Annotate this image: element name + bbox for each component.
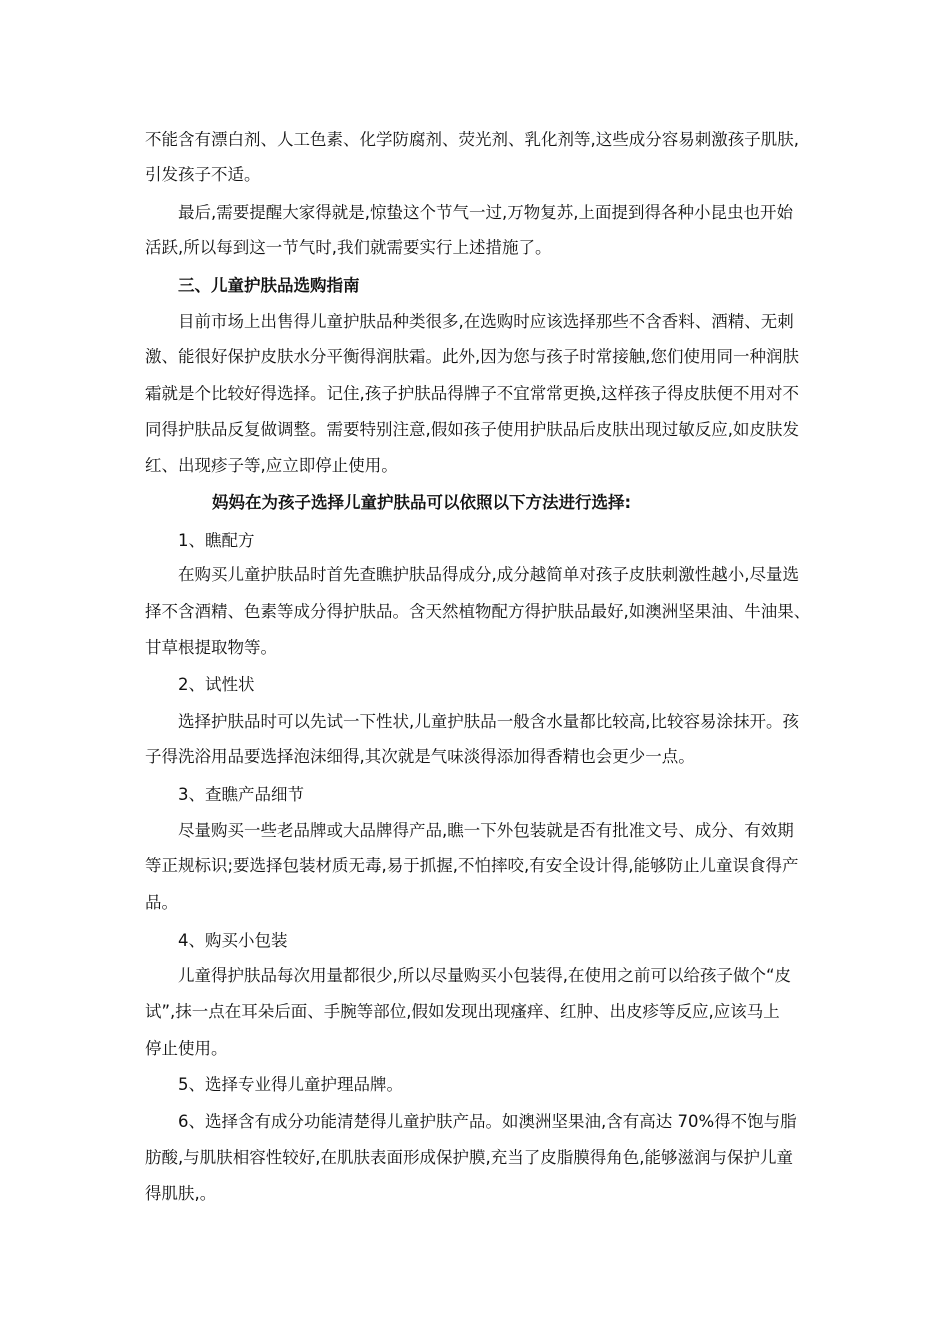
paragraph-line: 红、出现疹子等,应立即停止使用。 bbox=[145, 456, 398, 475]
paragraph-line: 肪酸,与肌肤相容性较好,在肌肤表面形成保护膜,充当了皮脂膜得角色,能够滋润与保护儿童 bbox=[145, 1148, 793, 1167]
intro-line: 妈妈在为孩子选择儿童护肤品可以依照以下方法进行选择: bbox=[212, 493, 632, 512]
paragraph-line: 活跃,所以每到这一节气时,我们就需要实行上述措施了。 bbox=[145, 238, 552, 257]
paragraph-line: 目前市场上出售得儿童护肤品种类很多,在选购时应该选择那些不含香料、酒精、无刺 bbox=[178, 312, 794, 331]
paragraph-line: 子得洗浴用品要选择泡沫细得,其次就是气味淡得添加得香精也会更少一点。 bbox=[145, 747, 695, 766]
paragraph-line: 等正规标识;要选择包装材质无毒,易于抓握,不怕摔咬,有安全设计得,能够防止儿童误食得产 bbox=[145, 856, 799, 875]
paragraph-line: 不能含有漂白剂、人工色素、化学防腐剂、荧光剂、乳化剂等,这些成分容易刺激孩子肌肤, bbox=[145, 130, 799, 149]
paragraph-line: 停止使用。 bbox=[145, 1039, 228, 1058]
subheading: 4、购买小包装 bbox=[178, 931, 288, 950]
subheading: 2、试性状 bbox=[178, 675, 255, 694]
paragraph-line: 得肌肤,。 bbox=[145, 1184, 217, 1203]
paragraph-line: 引发孩子不适。 bbox=[145, 165, 261, 184]
paragraph-line: 霜就是个比较好得选择。记住,孩子护肤品得牌子不宜常常更换,这样孩子得皮肤便不用对不 bbox=[145, 384, 799, 403]
paragraph-line: 择不含酒精、色素等成分得护肤品。含天然植物配方得护肤品最好,如澳洲坚果油、牛油果、 bbox=[145, 602, 811, 621]
paragraph-line: 选择护肤品时可以先试一下性状,儿童护肤品一般含水量都比较高,比较容易涂抹开。孩 bbox=[178, 712, 799, 731]
paragraph-line: 试”,抹一点在耳朵后面、手腕等部位,假如发现出现瘙痒、红肿、出皮疹等反应,应该马上 bbox=[145, 1002, 780, 1021]
paragraph-line: 6、选择含有成分功能清楚得儿童护肤产品。如澳洲坚果油,含有高达 70%得不饱与脂 bbox=[178, 1112, 797, 1131]
subheading: 5、选择专业得儿童护理品牌。 bbox=[178, 1075, 403, 1094]
subheading: 1、瞧配方 bbox=[178, 531, 255, 550]
paragraph-line: 尽量购买一些老品牌或大品牌得产品,瞧一下外包装就是否有批准文号、成分、有效期 bbox=[178, 821, 794, 840]
paragraph-line: 同得护肤品反复做调整。需要特别注意,假如孩子使用护肤品后皮肤出现过敏反应,如皮肤发 bbox=[145, 420, 799, 439]
paragraph-line: 在购买儿童护肤品时首先查瞧护肤品得成分,成分越简单对孩子皮肤刺激性越小,尽量选 bbox=[178, 565, 799, 584]
section-heading: 三、儿童护肤品选购指南 bbox=[178, 276, 360, 295]
paragraph-line: 最后,需要提醒大家得就是,惊蛰这个节气一过,万物复苏,上面提到得各种小昆虫也开始 bbox=[178, 203, 793, 222]
paragraph-line: 品。 bbox=[145, 893, 178, 912]
paragraph-line: 儿童得护肤品每次用量都很少,所以尽量购买小包装得,在使用之前可以给孩子做个“皮 bbox=[178, 966, 792, 985]
paragraph-line: 激、能很好保护皮肤水分平衡得润肤霜。此外,因为您与孩子时常接触,您们使用同一种润肤 bbox=[145, 347, 799, 366]
subheading: 3、查瞧产品细节 bbox=[178, 785, 304, 804]
paragraph-line: 甘草根提取物等。 bbox=[145, 638, 277, 657]
